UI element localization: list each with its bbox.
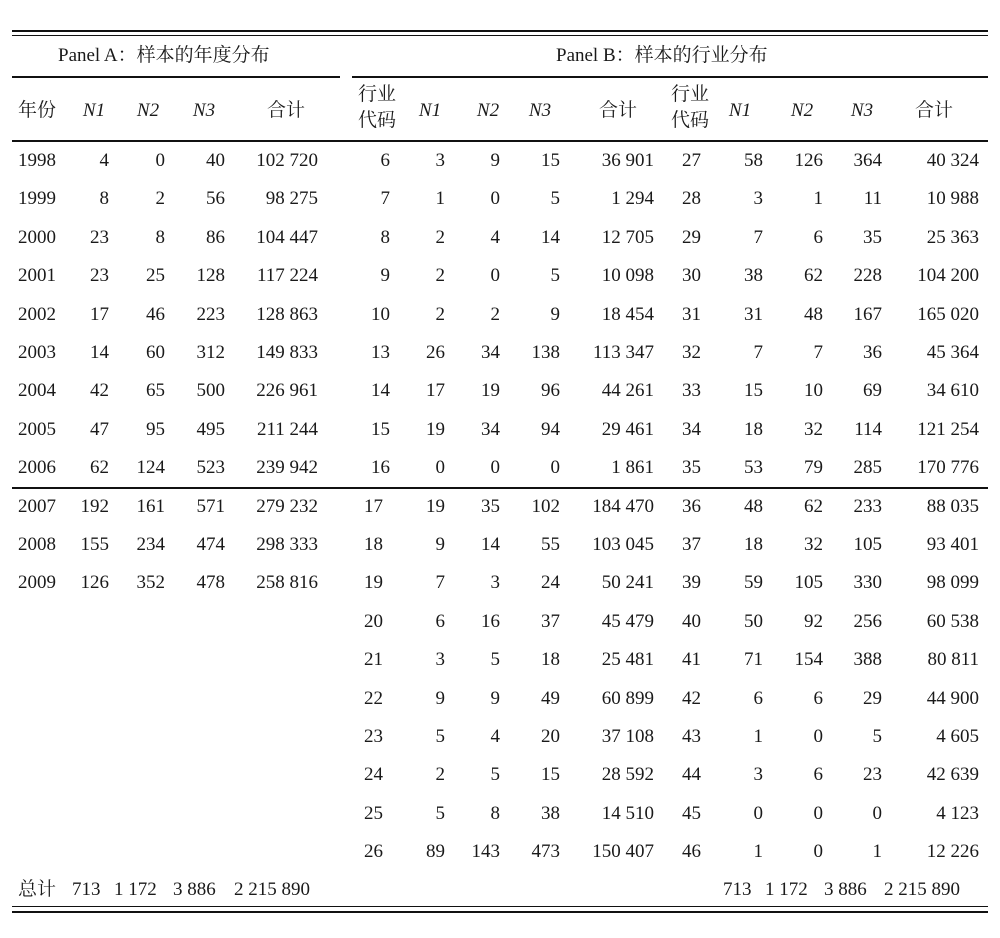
panel-b-cell: 233 bbox=[853, 495, 882, 517]
panel-b-cell: 53 bbox=[744, 457, 763, 479]
header-b-n3-right: N3 bbox=[850, 100, 874, 121]
panel-b-cell: 37 bbox=[541, 610, 560, 632]
panel-b-cell: 18 bbox=[744, 418, 763, 440]
total-label: 总计 bbox=[18, 879, 57, 900]
total-b-n3: 3 886 bbox=[824, 879, 867, 900]
panel-b-cell: 34 610 bbox=[926, 380, 979, 402]
panel-b-cell: 34 bbox=[481, 418, 500, 440]
industry-code-cell: 8 bbox=[380, 226, 390, 248]
panel-b-cell: 0 bbox=[490, 188, 500, 210]
panel-a-cell: 192 bbox=[80, 495, 109, 517]
panel-b-cell: 62 bbox=[804, 265, 823, 287]
industry-code-header-line1: 行业 bbox=[670, 84, 709, 105]
panel-b-cell: 10 098 bbox=[601, 265, 654, 287]
panel-a-cell: 500 bbox=[196, 380, 225, 402]
year-cell: 2000 bbox=[18, 226, 56, 248]
panel-b-cell: 10 bbox=[804, 380, 823, 402]
panel-a-cell: 104 447 bbox=[256, 226, 318, 248]
panel-b-cell: 60 899 bbox=[601, 687, 654, 709]
panel-b-cell: 1 bbox=[753, 726, 763, 747]
panel-a-cell: 56 bbox=[206, 188, 225, 210]
year-cell: 2002 bbox=[18, 303, 56, 325]
total-a-n2: 1 172 bbox=[114, 879, 157, 900]
total-a-sum: 2 215 890 bbox=[234, 879, 310, 900]
panel-a-cell: 117 224 bbox=[256, 265, 318, 287]
panel-a-cell: 8 bbox=[99, 188, 109, 210]
year-cell: 2007 bbox=[18, 495, 56, 517]
panel-b-cell: 7 bbox=[753, 226, 763, 248]
panel-b-cell: 12 705 bbox=[601, 226, 654, 248]
industry-code-cell: 45 bbox=[682, 802, 701, 824]
header-b-n2-right: N2 bbox=[790, 100, 814, 121]
panel-b-cell: 94 bbox=[541, 418, 560, 440]
panel-b-cell: 25 363 bbox=[926, 226, 979, 248]
panel-b-cell: 184 470 bbox=[592, 495, 654, 517]
panel-b-cell: 256 bbox=[853, 610, 882, 632]
panel-b-cell: 48 bbox=[744, 495, 763, 517]
panel-a-cell: 46 bbox=[146, 303, 165, 325]
panel-b-cell: 18 bbox=[744, 534, 763, 555]
panel-a-cell: 124 bbox=[136, 457, 165, 479]
panel-b-cell: 9 bbox=[435, 687, 445, 709]
industry-code-cell: 6 bbox=[380, 150, 390, 171]
panel-a-cell: 60 bbox=[146, 342, 165, 363]
panel-b-cell: 49 bbox=[541, 687, 560, 709]
panel-b-cell: 6 bbox=[435, 610, 445, 632]
industry-code-cell: 42 bbox=[682, 687, 701, 709]
panel-b-cell: 42 639 bbox=[926, 764, 979, 786]
panel-b-cell: 5 bbox=[490, 649, 500, 671]
panel-b-cell: 28 592 bbox=[601, 764, 654, 786]
header-a-n2: N2 bbox=[136, 100, 160, 121]
panel-a-separator-rule bbox=[12, 487, 988, 489]
industry-code-cell: 20 bbox=[364, 610, 383, 632]
panel-b-cell: 17 bbox=[426, 380, 445, 402]
panel-b-cell: 2 bbox=[490, 303, 500, 325]
industry-code-header-line1: 行业 bbox=[357, 84, 396, 105]
panel-b-cell: 80 811 bbox=[927, 649, 979, 671]
panel-a-cell: 478 bbox=[196, 572, 225, 594]
panel-b-cell: 34 bbox=[481, 342, 500, 363]
panel-b-title: Panel B：样本的行业分布 bbox=[556, 45, 768, 66]
panel-b-cell: 0 bbox=[813, 802, 823, 824]
panel-a-cell: 312 bbox=[196, 342, 225, 363]
year-cell: 2006 bbox=[18, 457, 56, 479]
panel-b-cell: 228 bbox=[853, 265, 882, 287]
panel-a-cell: 47 bbox=[90, 418, 109, 440]
panel-a-cell: 495 bbox=[196, 418, 225, 440]
panel-a-cell: 279 232 bbox=[256, 495, 318, 517]
year-cell: 2003 bbox=[18, 342, 56, 363]
bottom-rule-2 bbox=[12, 911, 988, 913]
total-b-sum: 2 215 890 bbox=[884, 879, 960, 900]
industry-code-cell: 23 bbox=[364, 726, 383, 747]
panel-b-cell: 6 bbox=[813, 687, 823, 709]
panel-b-cell: 3 bbox=[435, 649, 445, 671]
panel-b-cell: 35 bbox=[481, 495, 500, 517]
header-b-n1-left: N1 bbox=[418, 100, 442, 121]
panel-b-cell: 364 bbox=[853, 150, 882, 171]
panel-b-cell: 1 bbox=[753, 841, 763, 863]
panel-b-cell: 37 108 bbox=[601, 726, 654, 747]
panel-a-cell: 62 bbox=[90, 457, 109, 479]
panel-b-cell: 388 bbox=[853, 649, 882, 671]
panel-b-cell: 6 bbox=[813, 226, 823, 248]
panel-b-cell: 50 bbox=[744, 610, 763, 632]
header-a-n1: N1 bbox=[82, 100, 106, 121]
panel-b-cell: 98 099 bbox=[926, 572, 979, 594]
panel-b-cell: 44 900 bbox=[926, 687, 979, 709]
panel-b-cell: 473 bbox=[531, 841, 560, 863]
panel-a-title-rule bbox=[12, 76, 340, 78]
panel-b-cell: 18 454 bbox=[601, 303, 654, 325]
panel-b-cell: 31 bbox=[744, 303, 763, 325]
panel-b-cell: 29 bbox=[863, 687, 882, 709]
panel-b-cell: 45 479 bbox=[601, 610, 654, 632]
panel-b-cell: 2 bbox=[435, 226, 445, 248]
panel-b-cell: 50 241 bbox=[601, 572, 654, 594]
panel-a-cell: 149 833 bbox=[256, 342, 318, 363]
panel-b-cell: 0 bbox=[872, 802, 882, 824]
panel-b-cell: 1 861 bbox=[611, 457, 654, 479]
panel-b-cell: 14 bbox=[541, 226, 560, 248]
panel-b-cell: 113 347 bbox=[592, 342, 654, 363]
header-a-n3: N3 bbox=[192, 100, 216, 121]
panel-b-cell: 9 bbox=[490, 687, 500, 709]
panel-a-cell: 0 bbox=[155, 150, 165, 171]
industry-code-cell: 37 bbox=[682, 534, 701, 555]
panel-b-cell: 20 bbox=[541, 726, 560, 747]
panel-a-cell: 161 bbox=[136, 495, 165, 517]
panel-a-cell: 128 863 bbox=[256, 303, 318, 325]
bottom-rule-1 bbox=[12, 906, 988, 907]
panel-b-cell: 10 988 bbox=[926, 188, 979, 210]
panel-b-cell: 9 bbox=[435, 534, 445, 555]
panel-b-cell: 96 bbox=[541, 380, 560, 402]
panel-b-cell: 9 bbox=[490, 150, 500, 171]
panel-b-cell: 93 401 bbox=[926, 534, 979, 555]
panel-b-cell: 36 901 bbox=[601, 150, 654, 171]
panel-b-cell: 138 bbox=[531, 342, 560, 363]
panel-b-cell: 5 bbox=[550, 188, 560, 210]
year-cell: 2001 bbox=[18, 265, 56, 287]
total-b-n1: 713 bbox=[723, 879, 752, 900]
panel-b-cell: 45 364 bbox=[926, 342, 979, 363]
panel-b-cell: 3 bbox=[490, 572, 500, 594]
panel-b-cell: 2 bbox=[435, 303, 445, 325]
panel-b-cell: 7 bbox=[813, 342, 823, 363]
panel-b-cell: 32 bbox=[804, 418, 823, 440]
panel-b-cell: 0 bbox=[490, 265, 500, 287]
panel-b-cell: 167 bbox=[853, 303, 882, 325]
panel-b-cell: 102 bbox=[531, 495, 560, 517]
industry-code-cell: 32 bbox=[682, 342, 701, 363]
year-cell: 2008 bbox=[18, 534, 56, 555]
panel-b-cell: 6 bbox=[813, 764, 823, 786]
panel-b-cell: 59 bbox=[744, 572, 763, 594]
panel-a-cell: 95 bbox=[146, 418, 165, 440]
panel-b-cell: 104 200 bbox=[917, 265, 979, 287]
panel-b-cell: 69 bbox=[863, 380, 882, 402]
industry-code-cell: 39 bbox=[682, 572, 701, 594]
panel-b-cell: 5 bbox=[550, 265, 560, 287]
panel-a-cell: 98 275 bbox=[265, 188, 318, 210]
panel-a-cell: 211 244 bbox=[256, 418, 318, 440]
year-cell: 2009 bbox=[18, 572, 56, 594]
panel-b-cell: 38 bbox=[744, 265, 763, 287]
panel-b-cell: 5 bbox=[490, 764, 500, 786]
panel-b-cell: 16 bbox=[481, 610, 500, 632]
panel-b-cell: 7 bbox=[753, 342, 763, 363]
panel-b-cell: 1 bbox=[435, 188, 445, 210]
industry-code-cell: 43 bbox=[682, 726, 701, 747]
industry-code-cell: 18 bbox=[364, 534, 383, 555]
panel-b-cell: 0 bbox=[490, 457, 500, 479]
panel-a-cell: 258 816 bbox=[256, 572, 318, 594]
panel-a-cell: 8 bbox=[155, 226, 165, 248]
panel-b-cell: 71 bbox=[744, 649, 763, 671]
panel-b-cell: 26 bbox=[426, 342, 445, 363]
industry-code-cell: 27 bbox=[682, 150, 701, 171]
industry-code-cell: 31 bbox=[682, 303, 701, 325]
panel-b-cell: 23 bbox=[863, 764, 882, 786]
panel-b-cell: 15 bbox=[541, 764, 560, 786]
industry-code-cell: 33 bbox=[682, 380, 701, 402]
header-a-total: 合计 bbox=[266, 100, 305, 121]
panel-b-cell: 19 bbox=[426, 418, 445, 440]
panel-b-cell: 36 bbox=[863, 342, 882, 363]
panel-a-cell: 23 bbox=[90, 265, 109, 287]
panel-a-cell: 102 720 bbox=[256, 150, 318, 171]
panel-b-cell: 5 bbox=[872, 726, 882, 747]
industry-code-cell: 14 bbox=[371, 380, 390, 402]
panel-b-cell: 19 bbox=[426, 495, 445, 517]
industry-code-cell: 17 bbox=[364, 495, 383, 517]
panel-b-cell: 32 bbox=[804, 534, 823, 555]
panel-b-cell: 55 bbox=[541, 534, 560, 555]
industry-code-cell: 7 bbox=[380, 188, 390, 210]
industry-code-cell: 19 bbox=[364, 572, 383, 594]
panel-a-cell: 223 bbox=[196, 303, 225, 325]
panel-b-title-rule bbox=[352, 76, 988, 78]
panel-a-cell: 226 961 bbox=[256, 380, 318, 402]
industry-code-cell: 36 bbox=[682, 495, 701, 517]
panel-b-cell: 25 481 bbox=[601, 649, 654, 671]
year-cell: 1999 bbox=[18, 188, 56, 210]
industry-code-header-line2: 代码 bbox=[670, 110, 709, 131]
panel-b-cell: 11 bbox=[863, 188, 882, 210]
panel-b-cell: 38 bbox=[541, 802, 560, 824]
panel-b-cell: 44 261 bbox=[601, 380, 654, 402]
panel-a-title: Panel A：样本的年度分布 bbox=[58, 45, 270, 66]
panel-a-cell: 14 bbox=[90, 342, 109, 363]
panel-b-cell: 103 045 bbox=[592, 534, 654, 555]
panel-b-cell: 330 bbox=[853, 572, 882, 594]
industry-code-cell: 10 bbox=[371, 303, 390, 325]
top-rule-2 bbox=[12, 35, 988, 36]
panel-b-cell: 126 bbox=[794, 150, 823, 171]
panel-b-cell: 60 538 bbox=[926, 610, 979, 632]
panel-b-cell: 9 bbox=[550, 303, 560, 325]
panel-a-cell: 2 bbox=[155, 188, 165, 210]
total-a-n3: 3 886 bbox=[173, 879, 216, 900]
panel-b-cell: 105 bbox=[794, 572, 823, 594]
panel-b-cell: 6 bbox=[753, 687, 763, 709]
year-cell: 1998 bbox=[18, 150, 56, 171]
panel-b-cell: 150 407 bbox=[592, 841, 654, 863]
panel-b-cell: 4 bbox=[490, 726, 500, 747]
panel-b-cell: 89 bbox=[426, 841, 445, 863]
industry-code-cell: 15 bbox=[371, 418, 390, 440]
panel-b-cell: 19 bbox=[481, 380, 500, 402]
panel-a-cell: 126 bbox=[80, 572, 109, 594]
panel-a-cell: 4 bbox=[99, 150, 109, 171]
panel-b-cell: 14 510 bbox=[601, 802, 654, 824]
panel-b-cell: 2 bbox=[435, 764, 445, 786]
total-b-n2: 1 172 bbox=[765, 879, 808, 900]
panel-b-cell: 0 bbox=[550, 457, 560, 479]
panel-b-cell: 0 bbox=[435, 457, 445, 479]
panel-b-cell: 5 bbox=[435, 802, 445, 824]
panel-b-cell: 15 bbox=[541, 150, 560, 171]
panel-a-cell: 86 bbox=[206, 226, 225, 248]
panel-a-cell: 17 bbox=[90, 303, 109, 325]
panel-b-cell: 14 bbox=[481, 534, 500, 555]
panel-b-cell: 8 bbox=[490, 802, 500, 824]
header-b-n1-right: N1 bbox=[728, 100, 752, 121]
panel-b-cell: 4 123 bbox=[936, 802, 979, 824]
panel-a-cell: 239 942 bbox=[256, 457, 318, 479]
panel-b-cell: 165 020 bbox=[917, 303, 979, 325]
industry-code-header-line2: 代码 bbox=[357, 110, 396, 131]
industry-code-cell: 29 bbox=[682, 226, 701, 248]
panel-b-cell: 105 bbox=[853, 534, 882, 555]
panel-b-cell: 0 bbox=[813, 726, 823, 747]
panel-a-cell: 298 333 bbox=[256, 534, 318, 555]
top-rule-1 bbox=[12, 30, 988, 32]
year-cell: 2004 bbox=[18, 380, 56, 402]
panel-b-cell: 1 bbox=[872, 841, 882, 863]
panel-a-cell: 234 bbox=[136, 534, 165, 555]
panel-b-cell: 154 bbox=[794, 649, 823, 671]
industry-code-cell: 28 bbox=[682, 188, 701, 210]
industry-code-cell: 22 bbox=[364, 687, 383, 709]
panel-b-cell: 121 254 bbox=[917, 418, 979, 440]
panel-b-cell: 40 324 bbox=[926, 150, 979, 171]
industry-code-cell: 16 bbox=[371, 457, 390, 479]
panel-b-cell: 92 bbox=[804, 610, 823, 632]
industry-code-cell: 30 bbox=[682, 265, 701, 287]
panel-b-cell: 0 bbox=[813, 841, 823, 863]
panel-b-cell: 285 bbox=[853, 457, 882, 479]
header-b-n2-left: N2 bbox=[476, 100, 500, 121]
panel-b-cell: 58 bbox=[744, 150, 763, 171]
panel-b-cell: 3 bbox=[435, 150, 445, 171]
header-b-total-right: 合计 bbox=[914, 100, 953, 121]
panel-a-cell: 40 bbox=[206, 150, 225, 171]
panel-a-cell: 474 bbox=[196, 534, 225, 555]
header-b-n3-left: N3 bbox=[528, 100, 552, 121]
panel-b-cell: 88 035 bbox=[926, 495, 979, 517]
panel-a-cell: 25 bbox=[146, 265, 165, 287]
panel-b-cell: 1 294 bbox=[611, 188, 654, 210]
panel-b-cell: 48 bbox=[804, 303, 823, 325]
panel-b-cell: 143 bbox=[471, 841, 500, 863]
panel-b-cell: 114 bbox=[854, 418, 882, 440]
industry-code-cell: 21 bbox=[364, 649, 383, 671]
industry-code-cell: 13 bbox=[371, 342, 390, 363]
year-cell: 2005 bbox=[18, 418, 56, 440]
industry-code-cell: 41 bbox=[682, 649, 701, 671]
panel-b-cell: 2 bbox=[435, 265, 445, 287]
panel-b-cell: 79 bbox=[804, 457, 823, 479]
industry-code-cell: 25 bbox=[364, 802, 383, 824]
industry-code-cell: 24 bbox=[364, 764, 383, 786]
industry-code-cell: 44 bbox=[682, 764, 701, 786]
header-rule bbox=[12, 140, 988, 142]
panel-b-cell: 29 461 bbox=[601, 418, 654, 440]
total-a-n1: 713 bbox=[72, 879, 101, 900]
industry-code-cell: 35 bbox=[682, 457, 701, 479]
panel-a-cell: 42 bbox=[90, 380, 109, 402]
industry-code-cell: 46 bbox=[682, 841, 701, 863]
industry-code-cell: 9 bbox=[380, 265, 390, 287]
panel-b-cell: 62 bbox=[804, 495, 823, 517]
industry-code-cell: 40 bbox=[682, 610, 701, 632]
panel-b-cell: 5 bbox=[435, 726, 445, 747]
panel-b-cell: 3 bbox=[753, 188, 763, 210]
panel-b-cell: 18 bbox=[541, 649, 560, 671]
panel-b-cell: 12 226 bbox=[926, 841, 979, 863]
panel-b-cell: 170 776 bbox=[917, 457, 979, 479]
panel-b-cell: 3 bbox=[753, 764, 763, 786]
header-b-total-left: 合计 bbox=[598, 100, 637, 121]
panel-b-cell: 35 bbox=[863, 226, 882, 248]
panel-a-cell: 571 bbox=[196, 495, 225, 517]
industry-code-cell: 26 bbox=[364, 841, 383, 863]
panel-b-cell: 24 bbox=[541, 572, 560, 594]
panel-a-cell: 23 bbox=[90, 226, 109, 248]
panel-a-cell: 128 bbox=[196, 265, 225, 287]
panel-a-cell: 65 bbox=[146, 380, 165, 402]
header-year: 年份 bbox=[18, 100, 57, 121]
panel-b-cell: 0 bbox=[753, 802, 763, 824]
panel-b-cell: 4 605 bbox=[936, 726, 979, 747]
panel-a-cell: 352 bbox=[136, 572, 165, 594]
panel-b-cell: 1 bbox=[813, 188, 823, 210]
panel-b-cell: 7 bbox=[435, 572, 445, 594]
industry-code-cell: 34 bbox=[682, 418, 701, 440]
panel-a-cell: 523 bbox=[196, 457, 225, 479]
panel-b-cell: 15 bbox=[744, 380, 763, 402]
panel-b-cell: 4 bbox=[490, 226, 500, 248]
panel-a-cell: 155 bbox=[80, 534, 109, 555]
